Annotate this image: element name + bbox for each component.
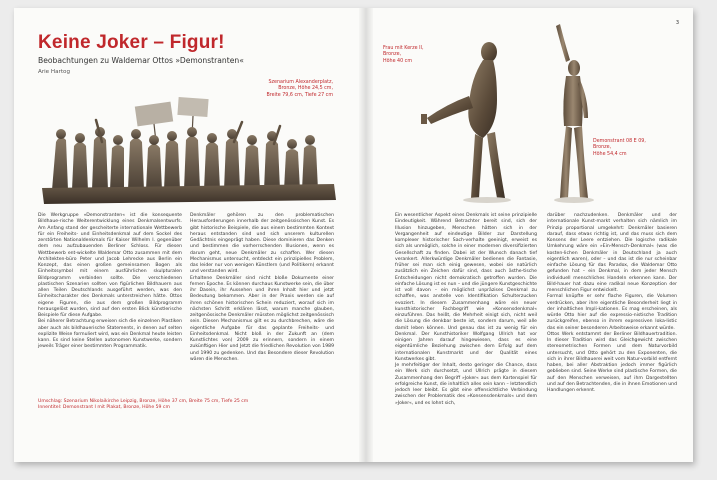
article-subtitle: Beobachtungen zu Waldemar Ottos »Demonstranten« <box>38 56 244 65</box>
frau-caption: Frau mit Kerze II, Bronze, Höhe 40 cm <box>383 46 424 64</box>
magazine-spread <box>14 8 693 462</box>
left-text-column-2: Denkmäler gehören zu den problematischen Herausforderungen innerhalb der zeitgenössischen Kunst. Es gibt historische Beispiele, die aus einem bestimmten Kontext heraus entstanden sind und sich unserem kulturellen Gedächtnis eingeprägt haben. Diese dominieren das Denken und bestimmen die vorherrschenden Illusionen, wenn es darum geht, neue Denkmäler zu schaffen. Wer diesen Mechanismus untersucht, entdeckt ein prinzipielles Problem, das leider nur von wenigen Künstlern (und Politikern) erkannt und verstanden wird. Erhaltene Denkmäler sind nicht bloße Dokumente einer fernen Epoche. Es können durchaus Kunstwerke sein, die über ihr Dasein, ihr Aussehen und ihren Inhalt hier und jetzt Bedeutung bekommen. Aber in der Praxis werden sie auf ihren schönen historischen Schein reduziert, worauf sich im nächsten Schritt erklären lässt, warum manche glauben, zeitgenössische Denkmäler müssten möglichst zeitgenössisch sein. Diesen Mechanismus gilt es zu durchbrechen, wäre die eigentliche Aufgabe für das geplante Freiheits- und Einheitsdenkmal. Nicht bloß in der Zukunft an (dem Kunstlichtes von) 2009 zu erinnern, sondern in einem zukünftigen Hier und Jetzt die friedlichen Revolution von 1989 und 1990 zu gedenken. Und das Besondere dieser Revolution wären die Menschen. <box>190 213 334 362</box>
monument-sculpture-photo <box>38 96 338 208</box>
frau-mit-kerze-sculpture-photo <box>413 34 533 206</box>
demonstrant-caption: Demonstrant 08 E 09, Bronze, Höhe 54,4 cm <box>593 139 646 157</box>
left-page <box>14 8 359 462</box>
article-title: Keine Joker – Figur! <box>38 32 225 53</box>
page-number: 3 <box>675 20 679 26</box>
monument-caption: Szenarium Alexanderplatz, Bronze, Höhe 24,5 cm, Breite 79,6 cm, Tiefe 27 cm <box>266 80 333 98</box>
cover-photo-notes: Umschlag: Szenarium Nikolaikirche Leipzig, Bronze, Höhe 37 cm, Breite 75 cm, Tiefe 25 cm Innentitel: Demonstrant I mit Plakat, Bronze, Höhe 59 cm <box>38 399 249 411</box>
page-gutter <box>359 8 373 462</box>
demonstrant-sculpture-photo <box>538 22 598 206</box>
right-page <box>373 8 693 462</box>
article-author: Arie Hartog <box>38 69 71 75</box>
left-text-column-1: Die Werkgruppe »Demonstranten« ist die konsequente Bildhaue-rische Weiterentwicklung eines Denkmalsentwurfs. Am Anfang stand der gescheiterte internationale Wettbewerb für ein Freiheits- und Einheitsdenkmal auf dem Sockel des zerstörten Nationaldenkmals für Kaiser Wilhelm I. gegenüber dem neu aufzubauenden Berliner Schloss. Für diesen Wettbewerb ent-wickelte Waldemar Otto zusammen mit dem Architekten-büro Peter und Jacob Lehrecke aus Berlin ein Konzept, das einen großen gemeinsamen Bogen als Einheitssymbol mit einem ausführlichen skulpturalen Bildprogramm verbinden sollte. Die verschiedenen plastischen Szenarien sollten von figürlichen Bildhauern aus allen Teilen Deutschlands ausgeführt werden, was den Einheitscharakter des Denkmals unterstreichen hätte. Ottos eigene Figuren, die aus dem großen Bildprogramm herausgelöst wurden, sind auf den ersten Blick künstlerische Beispiele für diese Aufgabe. Bei näherer Betrachtung erweisen sich die einzelnen Plastiken aber auch als bildhauerische Statements, in denen auf selten explizite Weise formuliert wird, was ein Denkmal heute leisten kann. Es sind keine Stellen autonomen Kunstwerke, sondern jeweils Träger einer bestimmten Programmatik. <box>38 213 182 350</box>
right-text-column-2: darüber nachzudenken. Denkmäler und der internationale Kunst-markt verhalten sich nämlich im Prinzip proportional umgekehrt: Denkmäler basieren darauf, dass etwas richtig ist, und das muss sich dem Konsens der Leere entziehen. Die logische radikale Umkehrung wäre ein »Ein-Mensch-Denkmal« (was die kosten-lichen Denkmäler in Deutschland ja auch eigentlich waren), oder – und das ist die nur scheinbar einfache Lösung für das Paradox, die Waldemar Otto gefunden hat – ein Denkmal, in dem jeder Mensch individuell menschliches Handeln erkennen kann. Der Bild-hauer hat dazu eine radikal neue Konzeption der menschlichen Figur entwickelt. Formal knüpfte er sehr flache Figuren, die Volumen verdrücken, aber ihre eigentliche Besonderheit liegt in der inhaltlichen Impli-kationen. Es mag erscheinen, als würde Otto hier auf die expressio-nistische Tradition zurückgreifen, ebenso in ihrem expressiven loka-listic das ein seiner besonderen Arbeitsweise erkannt würde. Ottos Werk entstammt der Berliner Bildhauertradition. In dieser Tradition wird das Gleichgewicht zwischen stereometrischen Formen und dem Naturvorbild untersucht, und Otto gehört zu den Exponenten, die sich in ihrer Bildhauerei weit vom Natur-vorbild entfernt haben, bei aller Abstraktion jedoch immer figürlich geblieben sind. Seine Werke sind plastische Formen, die auf den Menschen verweisen, auf ihm Dargestellten und auf den Betrachtenden, die in ihnen Emotionen und Handlungen erkennt. <box>547 213 677 393</box>
right-text-column-1: Ein wesentlicher Aspekt eines Denkmals ist seine prinzipielle Eindeutigkeit. Während Betrachter bereit sind, sich der Illusion hinzugeben, Menschen hätten sich in der Vergangenheit auf eindeutige Bilder zur Darstellung komplexer historischer Sach-verhalte geeinigt, erweist es sich als unmöglich, solche in einer modernen diversifizierten Gesellschaft zu finden. Dabei ist der Wunsch danach tief verankert. Allerkwürdige Denkmäler bedienen die Fantasie, früher sei man sich einig gewesen, wobei sie natürlich zusätzlich ein Zeichen dafür sind, dass auch ästhe-tische Entscheidungen nicht demokratisch getroffen wurden. Die einfache Lösung ist es nun – und die jüngere Kunstgeschichte ist voll davon – ein möglichst unpräzises Denkmal zu schaffen, was anstelle von Identifikation Schulterzucken evoziert. In diesem Zusammenhang wäre ein neuer kunsthistorischer Fachbegriff wie »Konsensdenkmal« einzuführen. Das heißt, die Mehrheit einigt sich, nicht weil die Lösung die denkbar beste ist, sondern darum, weil alle damit leben können. Und genau das ist zu wenig für ein Denkmal. Der Kunsthistoriker Wolfgang Ullrich hat vor einigen Jahren darauf hingewiesen, dass es eine eigentümliche Beziehung zwischen dem Erfolg auf dem internationalen Kunstmarkt und der Qualität eines Kunstwerkes gibt. Je mehrfeitiger der Inhalt, desto geringer die Chance, dass ein Werk sich durchsetzt, und Ullrich prägte in diesem Zusammenhang den Begriff »Joker« aus dem Kartenspiel für erfolgreiche Kunst, die inhaltlich alles sein kann – letztendlich jedoch leer bleibt. Es gibt eine offensichtliche Verbindung zwischen der Problematik des »Konsensdenkmals« und dem »Joker«, und es lohnt sich, <box>395 213 537 406</box>
